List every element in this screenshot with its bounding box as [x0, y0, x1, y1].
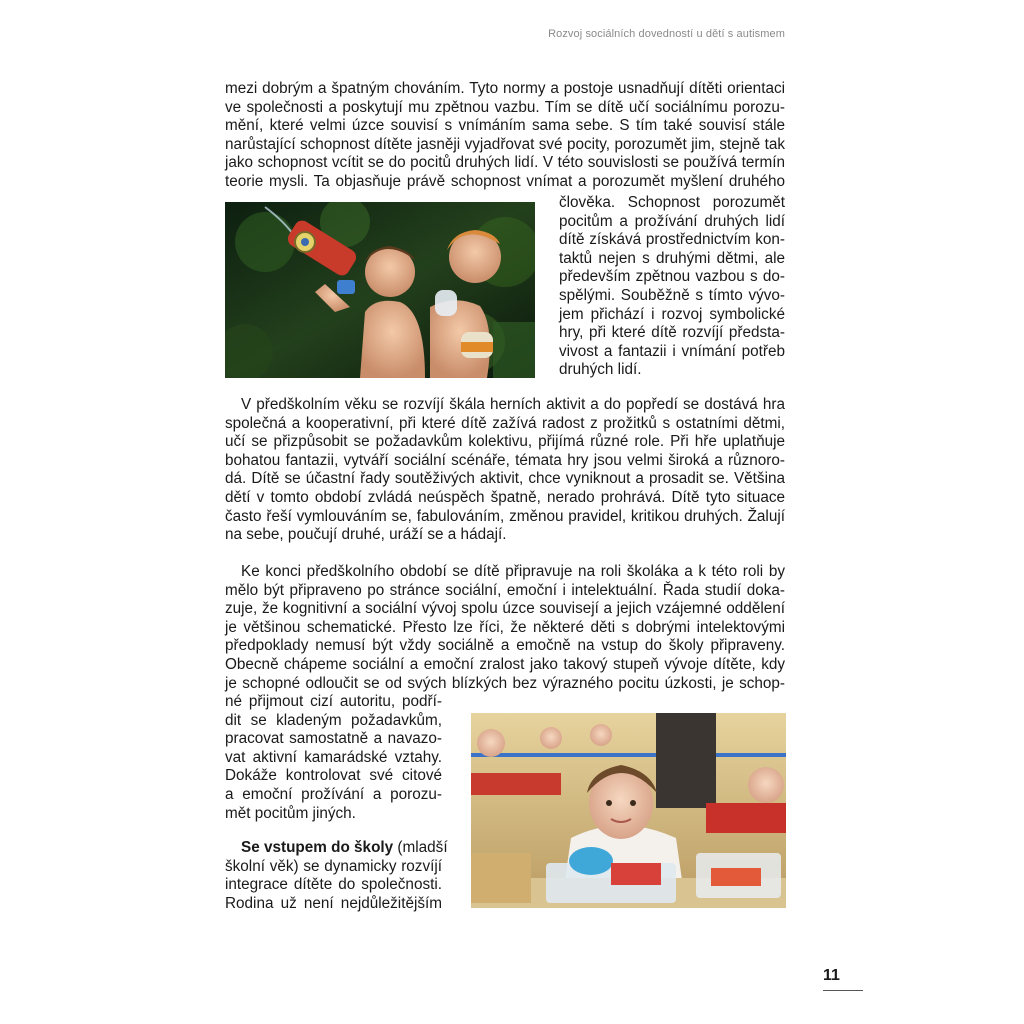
text-line: spělými. Souběžně s tímto vývo- — [559, 286, 785, 304]
wrapped-text-right — [559, 194, 785, 380]
paragraph-school-readiness — [225, 563, 785, 693]
text-line: na sebe, poučují druhé, uráží se a hádají. — [225, 526, 507, 544]
text-line: mezi dobrým a špatným chováním. Tyto normy a postoje usnadňují dítěti orientaci — [225, 80, 785, 97]
paragraph-school-entry — [225, 839, 448, 913]
text-line: jako schopnost vcítit se do pocitů druhých lidí. V této souvislosti se používá termín — [225, 154, 785, 172]
text-line: mění, které velmi úzce souvisí s vnímáním sama sebe. S tím také souvisí stále — [225, 117, 785, 135]
text-line: je schopné odloučit se od svých blízkých bez výrazného pocitu úzkosti, je schop- — [225, 674, 785, 692]
text-line: jem přichází i rozvoj symbolické — [559, 305, 785, 323]
text-line: druhých lidí. — [559, 361, 642, 379]
paragraph-continuation — [225, 80, 785, 192]
text-line: bohatou fantazii, vytváří sociální scénáře, témata hry jsou velmi široká a různoro- — [225, 451, 785, 469]
text-line: taktů nejen s druhými dětmi, ale — [559, 249, 785, 267]
text-line: především zpětnou vazbou s do- — [559, 268, 785, 286]
text-line: narůstající schopnost dítěte jasněji vyjadřovat své pocity, porozumět jim, stejně tak — [225, 135, 785, 153]
text-line: vat aktivní kamarádské vztahy. — [225, 748, 442, 766]
page-number: 11 — [823, 967, 840, 984]
text-line: integrace dítěte do společnosti. — [225, 876, 442, 894]
paragraph-preschool-play — [225, 396, 785, 545]
text-line: je většinou schematické. Přesto lze říci, že některé děti s dobrými intelektovými — [225, 618, 785, 636]
text-line: člověka. Schopnost porozumět — [559, 194, 785, 211]
text-line: dítě získává prostřednictvím kon- — [559, 231, 785, 249]
text-line: vivost a fantazii i vnímání potřeb — [559, 342, 785, 360]
text-line: Obecně chápeme sociální a emoční zralost jako takový stupeň vývoje dítěte, kdy — [225, 655, 785, 673]
text-line: dětí v tomto období zvládá neúspěch špatně, nerado prohrává. Dítě tyto situace — [225, 488, 785, 506]
text-line — [225, 839, 448, 858]
text-line: dá. Dítě se účastní řady soutěživých aktivit, chce vyniknout a prosadit se. Většina — [225, 470, 785, 488]
text-fragment: (mladší — [393, 839, 448, 856]
running-head: Rozvoj sociálních dovedností u dětí s autismem — [548, 28, 785, 40]
text-line: dit se kladeným požadavkům, — [225, 711, 442, 729]
page-number-rule — [823, 990, 863, 991]
photo-boys-playing — [225, 202, 535, 378]
text-line: teorie mysli. Ta objasňuje právě schopnost vnímat a porozumět myšlení druhého — [225, 172, 785, 190]
lead-in-bold: Se vstupem do školy — [241, 839, 394, 856]
text-line: né přijmout cizí autoritu, podří- — [225, 693, 442, 710]
photo-classroom — [471, 713, 786, 908]
text-line: ve společnosti a poskytují mu zpětnou vazbu. Tím se dítě učí sociálnímu porozu- — [225, 98, 785, 116]
text-line: Rodina už není nejdůležitějším — [225, 894, 442, 912]
text-line: společná a kooperativní, při které dítě zažívá radost z prožitků s ostatními dětmi, — [225, 414, 785, 432]
text-line: zuje, že kognitivní a sociální vývoj spolu úzce souvisejí a jejich vzájemné oddělení — [225, 600, 785, 618]
text-line: Dokáže kontrolovat své citové — [225, 767, 442, 785]
text-line: školní věk) se dynamicky rozvíjí — [225, 857, 442, 875]
text-line: pocitům a prožívání druhých lidí — [559, 212, 785, 230]
text-line: mělo být připraveno po stránce sociální, emoční i intelektuální. Řada studií doka- — [225, 581, 785, 599]
text-line: předpoklady nemusí být vždy sociálně a emočně na vstup do školy připraveny. — [225, 637, 785, 655]
text-line: učí se přizpůsobit se požadavkům kolektivu, přijímá různé role. Při hře uplatňuje — [225, 433, 785, 451]
text-line: mět pocitům jiných. — [225, 804, 356, 822]
text-line: a emoční prožívání a porozu- — [225, 785, 442, 803]
text-line: Ke konci předškolního období se dítě připravuje na roli školáka a k této roli by — [241, 563, 785, 580]
wrapped-text-left — [225, 693, 442, 823]
text-line: pracovat samostatně a navazo- — [225, 730, 442, 748]
text-line: V předškolním věku se rozvíjí škála herních aktivit a do popředí se dostává hra — [241, 396, 785, 413]
text-line: hry, při které dítě rozvíjí předsta- — [559, 324, 785, 342]
text-line: často řeší vymlouváním se, fabulováním, změnou pravidel, kritikou druhých. Žalují — [225, 507, 785, 525]
